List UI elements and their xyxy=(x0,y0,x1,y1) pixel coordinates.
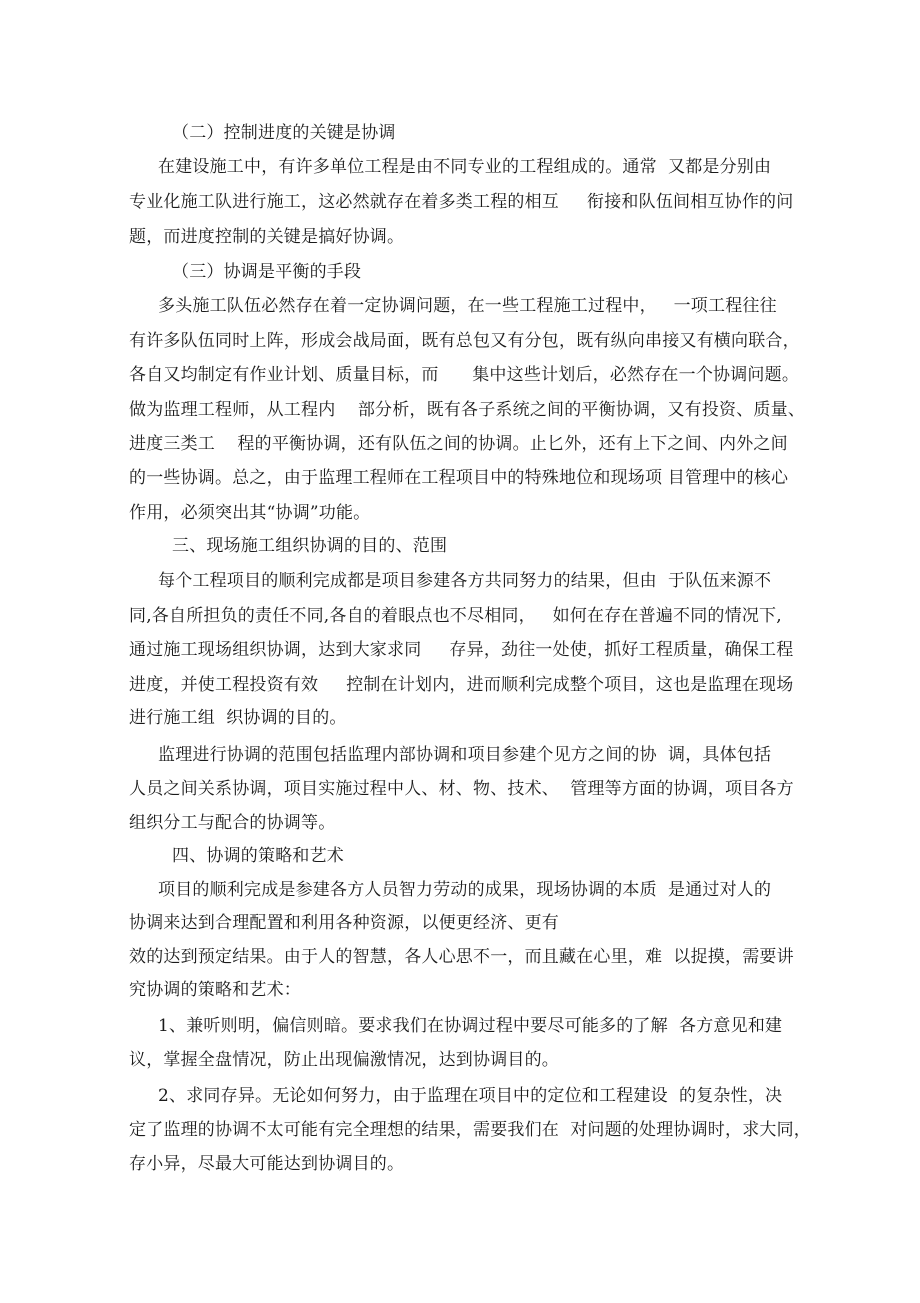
paragraph-line: 存小异，尽最大可能达到协调目的。 xyxy=(129,1154,405,1174)
paragraph-line: 专业化施工队进行施工，这必然就存在着多类工程的相互 衔接和队伍间相互协作的问 xyxy=(129,192,794,212)
heading-section-3: 三、现场施工组织协调的目的、范围 xyxy=(172,536,448,556)
paragraph-line: 题，而进度控制的关键是搞好协调。 xyxy=(129,227,405,247)
list-item-2: 2、求同存异。无论如何努力，由于监理在项目中的定位和工程建设 的复杂性，决 xyxy=(158,1086,783,1106)
paragraph-line: 做为监理工程师，从工程内 部分析，既有各子系统之间的平衡协调，又有投资、质量、 xyxy=(129,400,806,420)
paragraph-line: 进行施工组 织协调的目的。 xyxy=(129,708,347,728)
paragraph-line: 组织分工与配合的协调等。 xyxy=(129,813,336,833)
heading-section-4: 四、协调的策略和艺术 xyxy=(172,846,344,866)
heading-2-2: （二）控制进度的关键是协调 xyxy=(172,123,396,143)
paragraph-line: 效的达到预定结果。由于人的智慧，各人心思不一，而且藏在心里，难 以捉摸，需要讲 xyxy=(129,947,794,967)
paragraph-line: 协调来达到合理配置和利用各种资源，以便更经济、更有 xyxy=(129,913,559,933)
paragraph-line: 项目的顺利完成是参建各方人员智力劳动的成果，现场协调的本质 是通过对人的 xyxy=(158,880,772,900)
paragraph-line: 定了监理的协调不太可能有完全理想的结果，需要我们在 对问题的处理协调时，求大同， xyxy=(129,1120,812,1140)
paragraph-line: 各自又均制定有作业计划、质量目标，而 集中这些计划后，必然存在一个协调问题。 xyxy=(129,365,800,385)
paragraph-line: 进度三类工 程的平衡协调，还有队伍之间的协调。止匕外，还有上下之间、内外之间 xyxy=(129,434,788,454)
paragraph-line: 每个工程项目的顺利完成都是项目参建各方共同努力的结果，但由 于队伍来源不 xyxy=(158,571,772,591)
paragraph-line: 在建设施工中，有许多单位工程是由不同专业的工程组成的。通常 又都是分别由 xyxy=(158,157,772,177)
list-item-1: 1、兼听则明，偏信则暗。要求我们在协调过程中要尽可能多的了解 各方意见和建 xyxy=(158,1016,783,1036)
paragraph-line: 监理进行协调的范围包括监理内部协调和项目参建个见方之间的协 调，具体包括 xyxy=(158,745,772,765)
paragraph-line: 人员之间关系协调，项目实施过程中人、材、物、技术、 管理等方面的协调，项目各方 xyxy=(129,779,794,799)
paragraph-line: 多头施工队伍必然存在着一定协调问题，在一些工程施工过程中， 一项工程往往 xyxy=(158,296,777,316)
heading-2-3: （三）协调是平衡的手段 xyxy=(172,262,362,282)
paragraph-line: 作用，必须突出其“协调”功能。 xyxy=(129,503,371,523)
paragraph-line: 有许多队伍同时上阵，形成会战局面，既有总包又有分包，既有纵向串接又有横向联合， xyxy=(129,331,800,351)
paragraph-line: 的一些协调。总之，由于监理工程师在工程项目中的特殊地位和现场项 目管理中的核心 xyxy=(129,468,789,488)
paragraph-line: 同,各自所担负的责任不同,各自的着眼点也不尽相同， 如何在存在普遍不同的情况下, xyxy=(129,606,782,626)
paragraph-line: 议，掌握全盘情况，防止出现偏激情况，达到协调目的。 xyxy=(129,1050,559,1070)
paragraph-line: 究协调的策略和艺术： xyxy=(129,980,301,1000)
paragraph-line: 通过施工现场组织协调，达到大家求同 存异，劲往一处使，抓好工程质量，确保工程 xyxy=(129,640,794,660)
paragraph-line: 进度，并使工程投资有效 控制在计划内，进而顺利完成整个项目，这也是监理在现场 xyxy=(129,675,794,695)
